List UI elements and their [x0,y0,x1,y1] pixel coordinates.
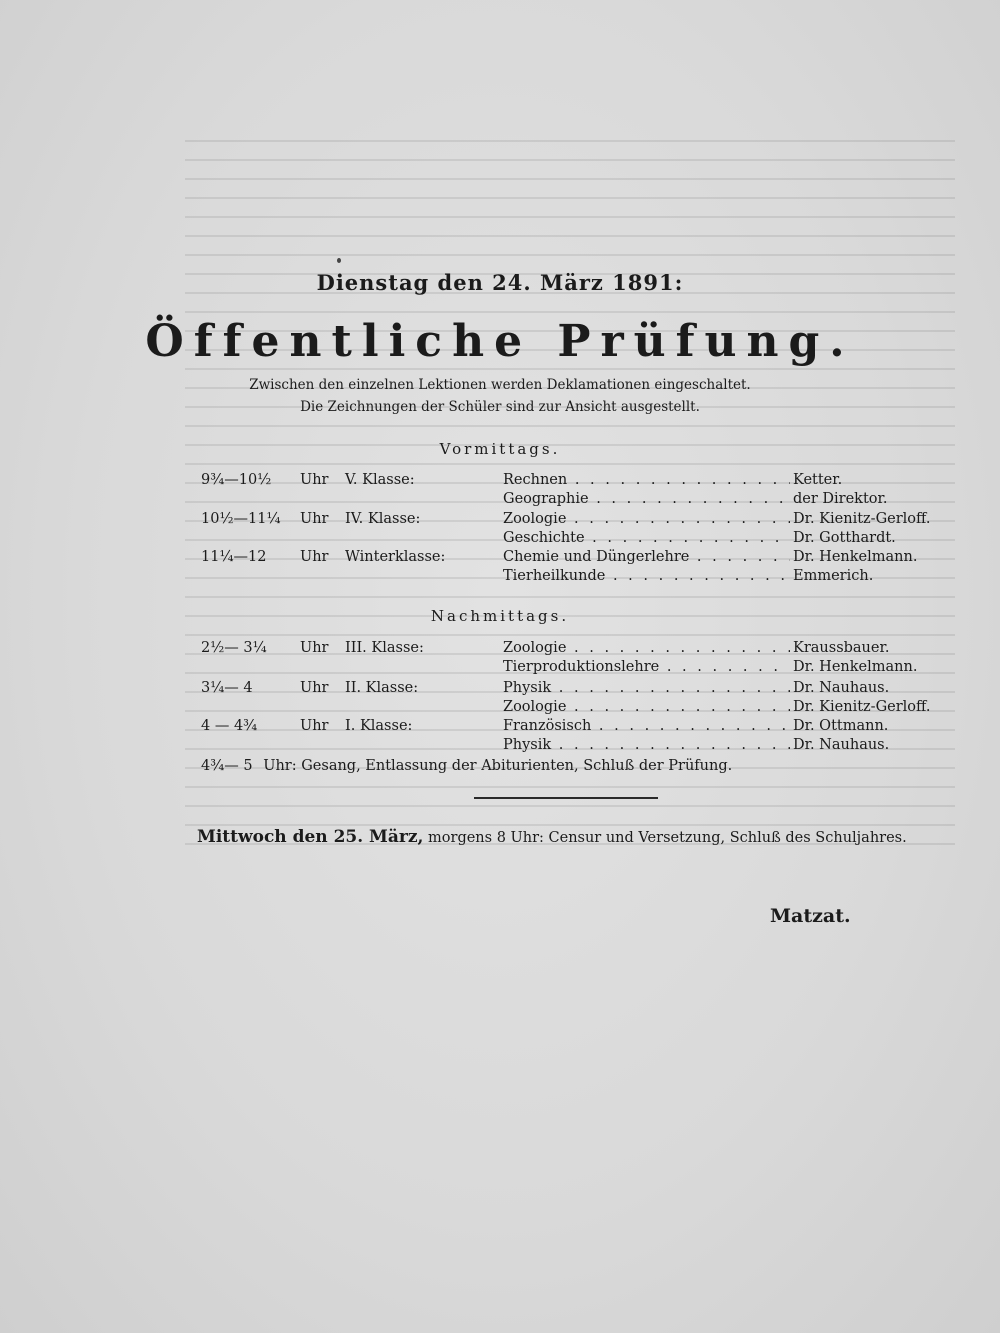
teacher-cell: Ketter. [793,472,843,488]
time-cell: 10½—11¼ [201,511,281,527]
teacher-cell: Dr. Nauhaus. [793,737,890,753]
time-cell: 3¼— 4 [201,680,253,696]
note-drawings: Die Zeichnungen der Schüler sind zur Ansicht ausgestellt. [300,399,700,415]
time-cell: 2½— 3¼ [201,640,267,656]
closing-row [201,758,738,774]
schedule-row [0,699,1000,719]
ink-speck [337,258,341,263]
afternoon-section-label: Nachmittags. [430,607,570,625]
uhr-cell: Uhr [300,640,329,656]
schedule-row [0,718,1000,738]
schedule-row [0,511,1000,531]
wednesday-text: morgens 8 Uhr: Censur und Versetzung, Schluß des Schuljahres. [428,830,907,846]
wednesday-date: Mittwoch den 25. März, [197,827,424,847]
teacher-cell: Dr. Ottmann. [793,718,889,734]
subject-cell: Zoologie . . . [503,511,790,527]
subject-cell: Physik . . . [503,680,790,696]
teacher-cell: Emmerich. [793,568,874,584]
class-cell: III. Klasse: [345,640,424,656]
uhr-cell: Uhr [300,511,329,527]
class-cell: II. Klasse: [345,680,419,696]
teacher-cell: der Direktor. [793,491,888,507]
closing-time: 4¾— 5 [201,758,253,774]
schedule-row [0,680,1000,700]
signature: Matzat. [770,905,851,927]
schedule-row [0,659,1000,679]
uhr-cell: Uhr [300,472,329,488]
schedule-row [0,568,1000,588]
uhr-cell: Uhr [300,680,329,696]
schedule-row [0,472,1000,492]
note-declamations: Zwischen den einzelnen Lektionen werden Deklamationen eingeschaltet. [249,377,751,393]
divider-rule [474,797,658,799]
subject-cell: Geographie . . . [503,491,790,507]
teacher-cell: Dr. Nauhaus. [793,680,890,696]
subject-cell: Zoologie . . . [503,640,790,656]
subject-cell: Chemie und Düngerlehre . . . [503,549,790,565]
subject-cell: Zoologie . . . [503,699,790,715]
class-cell: V. Klasse: [345,472,415,488]
closing-text: Uhr: Gesang, Entlassung der Abiturienten, Schluß der Prüfung. [263,758,733,774]
class-cell: I. Klasse: [345,718,413,734]
teacher-cell: Dr. Gotthardt. [793,530,896,546]
schedule-row [0,737,1000,757]
time-cell: 11¼—12 [201,549,267,565]
morning-section-label: Vormittags. [439,440,561,458]
schedule-row [0,491,1000,511]
time-cell: 4 — 4¾ [201,718,258,734]
schedule-row [0,640,1000,660]
uhr-cell: Uhr [300,549,329,565]
schedule-row [0,530,1000,550]
subject-cell: Tierproduktionslehre . . . [503,659,790,675]
class-cell: IV. Klasse: [345,511,421,527]
teacher-cell: Kraussbauer. [793,640,890,656]
time-cell: 9¾—10½ [201,472,272,488]
subject-cell: Rechnen . . . [503,472,790,488]
teacher-cell: Dr. Kienitz-Gerloff. [793,699,931,715]
teacher-cell: Dr. Henkelmann. [793,549,918,565]
uhr-cell: Uhr [300,718,329,734]
teacher-cell: Dr. Kienitz-Gerloff. [793,511,931,527]
schedule-row [0,549,1000,569]
class-cell: Winterklasse: [345,549,446,565]
subject-cell: Tierheilkunde . . . [503,568,790,584]
subject-cell: Französisch . . . [503,718,790,734]
date-heading: Dienstag den 24. März 1891: [316,270,684,295]
teacher-cell: Dr. Henkelmann. [793,659,918,675]
subject-cell: Geschichte . . . [503,530,790,546]
wednesday-paragraph [197,825,942,850]
page-title: Öffentliche Prüfung. [145,316,855,367]
subject-cell: Physik . . . [503,737,790,753]
